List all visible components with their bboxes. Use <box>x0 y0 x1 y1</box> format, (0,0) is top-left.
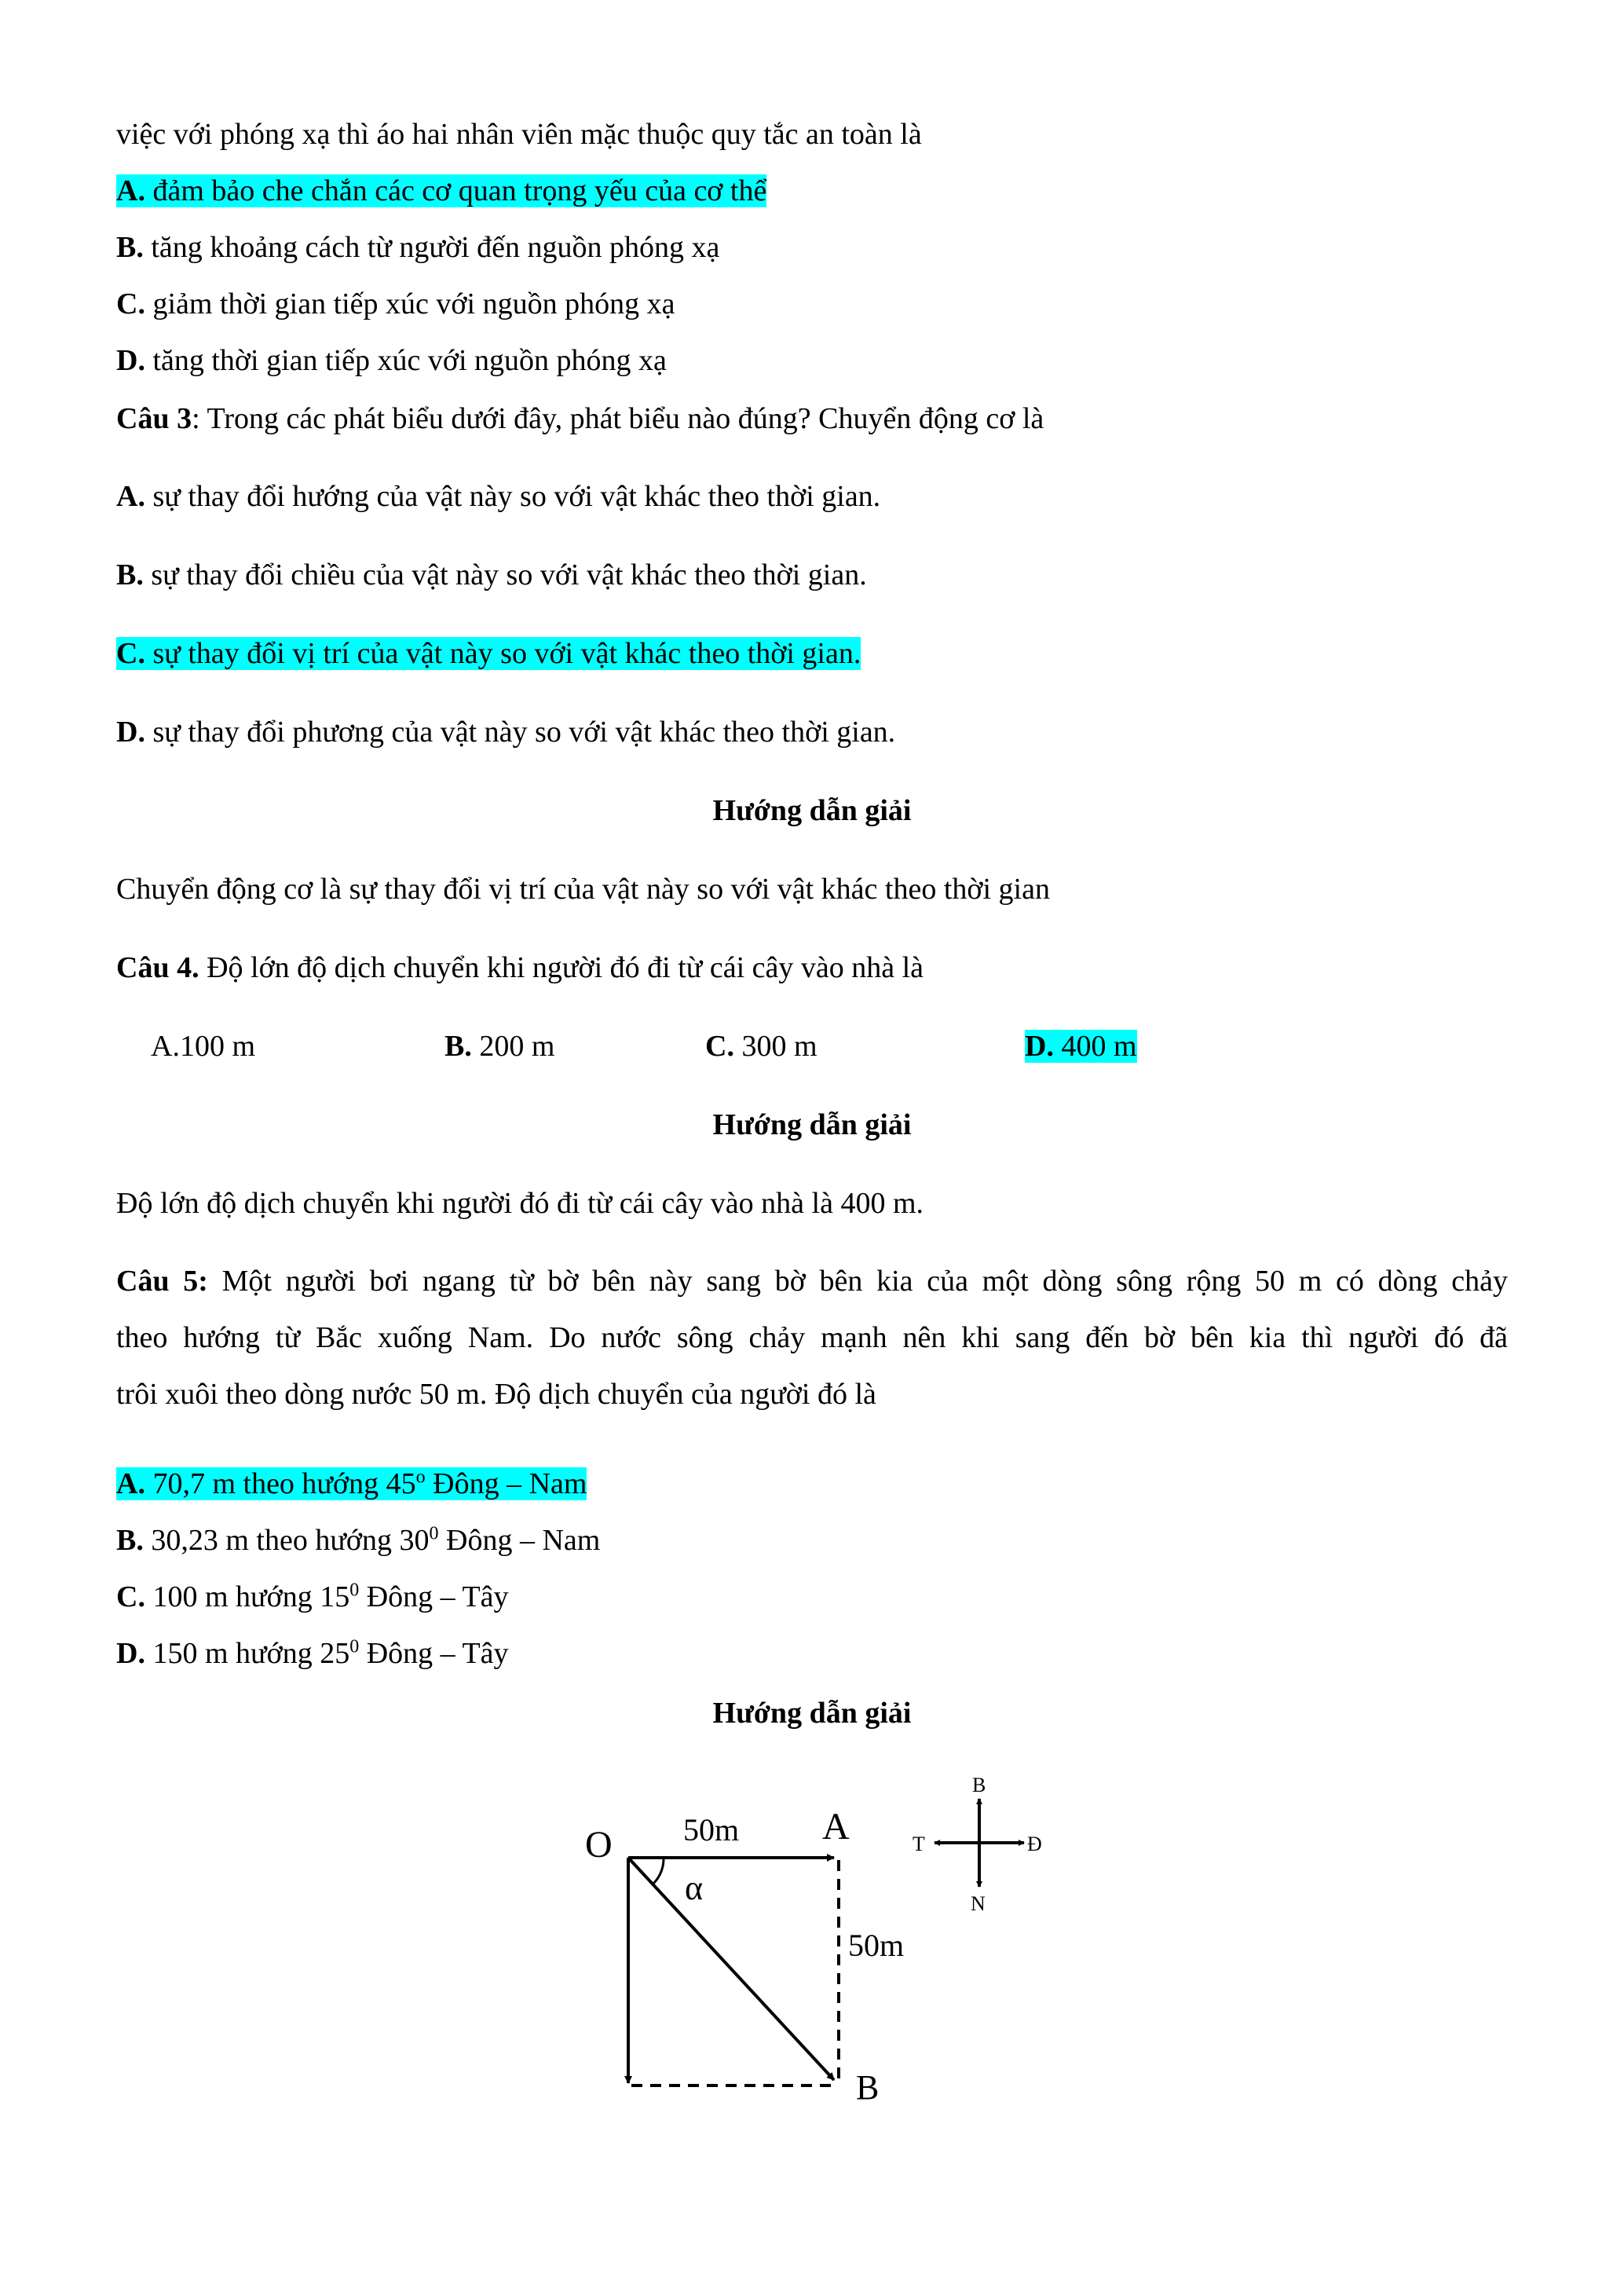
label-b: B <box>856 2068 880 2107</box>
q5-stem-line-2: theo hướng từ Bắc xuống Nam. Do nước sông chảy mạnh nên khi sang đến bờ bên kia thì người đó đã <box>116 1321 1508 1354</box>
q5-option-a: A. 70,7 m theo hướng 45$^o$ Đông – Nam <box>116 1467 587 1500</box>
q3-guide-text: Chuyển động cơ là sự thay đổi vị trí của vật này so với vật khác theo thời gian <box>116 873 1050 906</box>
q3-option-c: C. sự thay đổi vị trí của vật này so với vật khác theo thời gian. <box>116 637 861 670</box>
label-oa: 50m <box>683 1812 740 1847</box>
q4-option-c: C. 300 m <box>705 1030 817 1063</box>
q3-option-a: A. sự thay đổi hướng của vật này so với vật khác theo thời gian. <box>116 480 881 513</box>
q4-option-d: D. 400 m <box>1025 1030 1137 1063</box>
q5-option-d: D. 150 m hướng $25^0$ Đông – Tây <box>116 1636 509 1670</box>
q5-stem-line-1: Câu 5: Một người bơi ngang từ bờ bên này sang bờ bên kia của một dòng sông rộng 50 m có dòng chảy <box>116 1265 1508 1298</box>
q5-guide-heading: Hướng dẫn giải <box>712 1697 912 1730</box>
q4-guide-heading: Hướng dẫn giải <box>712 1108 912 1141</box>
q3-stem: Câu 3: Trong các phát biểu dưới đây, phát biểu nào đúng? Chuyển động cơ là <box>116 402 1044 435</box>
q2-option-a: A. đảm bảo che chắn các cơ quan trọng yếu của cơ thể <box>116 174 767 207</box>
q3-option-d: D. sự thay đổi phương của vật này so với vật khác theo thời gian. <box>116 716 896 749</box>
q3-guide-heading: Hướng dẫn giải <box>712 794 912 827</box>
q4-option-a: A.100 m <box>151 1030 256 1063</box>
q4-option-b: B. 200 m <box>444 1030 555 1063</box>
label-o: O <box>585 1824 613 1866</box>
vector-ob <box>628 1858 834 2080</box>
q2-option-b: B. tăng khoảng cách từ người đến nguồn phóng xạ <box>116 231 720 264</box>
compass-south: N <box>971 1892 986 1915</box>
q2-option-d: D. tăng thời gian tiếp xúc với nguồn phóng xạ <box>116 344 667 377</box>
compass-west: T <box>913 1833 925 1855</box>
q2-stem-tail: việc với phóng xạ thì áo hai nhân viên mặc thuộc quy tắc an toàn là <box>116 118 922 151</box>
q5-stem-line-3: trôi xuôi theo dòng nước 50 m. Độ dịch chuyển của người đó là <box>116 1378 876 1411</box>
angle-arc <box>653 1858 664 1884</box>
q2-option-c: C. giảm thời gian tiếp xúc với nguồn phóng xạ <box>116 287 675 320</box>
q4-guide-text: Độ lớn độ dịch chuyển khi người đó đi từ cái cây vào nhà là 400 m. <box>116 1187 924 1220</box>
compass-north: B <box>972 1774 986 1796</box>
compass-icon <box>913 1774 1042 1915</box>
label-a: A <box>822 1806 850 1847</box>
q5-option-c: C. 100 m hướng $15^0$ Đông – Tây <box>116 1580 509 1613</box>
q4-stem: Câu 4. Độ lớn độ dịch chuyển khi người đó đi từ cái cây vào nhà là <box>116 951 924 984</box>
q3-option-b: B. sự thay đổi chiều của vật này so với vật khác theo thời gian. <box>116 558 867 591</box>
label-ab: 50m <box>848 1928 905 1963</box>
compass-east: Đ <box>1027 1833 1042 1855</box>
q5-option-b: B. 30,23 m theo hướng $30^0$ Đông – Nam <box>116 1523 601 1557</box>
label-alpha: α <box>685 1869 704 1907</box>
